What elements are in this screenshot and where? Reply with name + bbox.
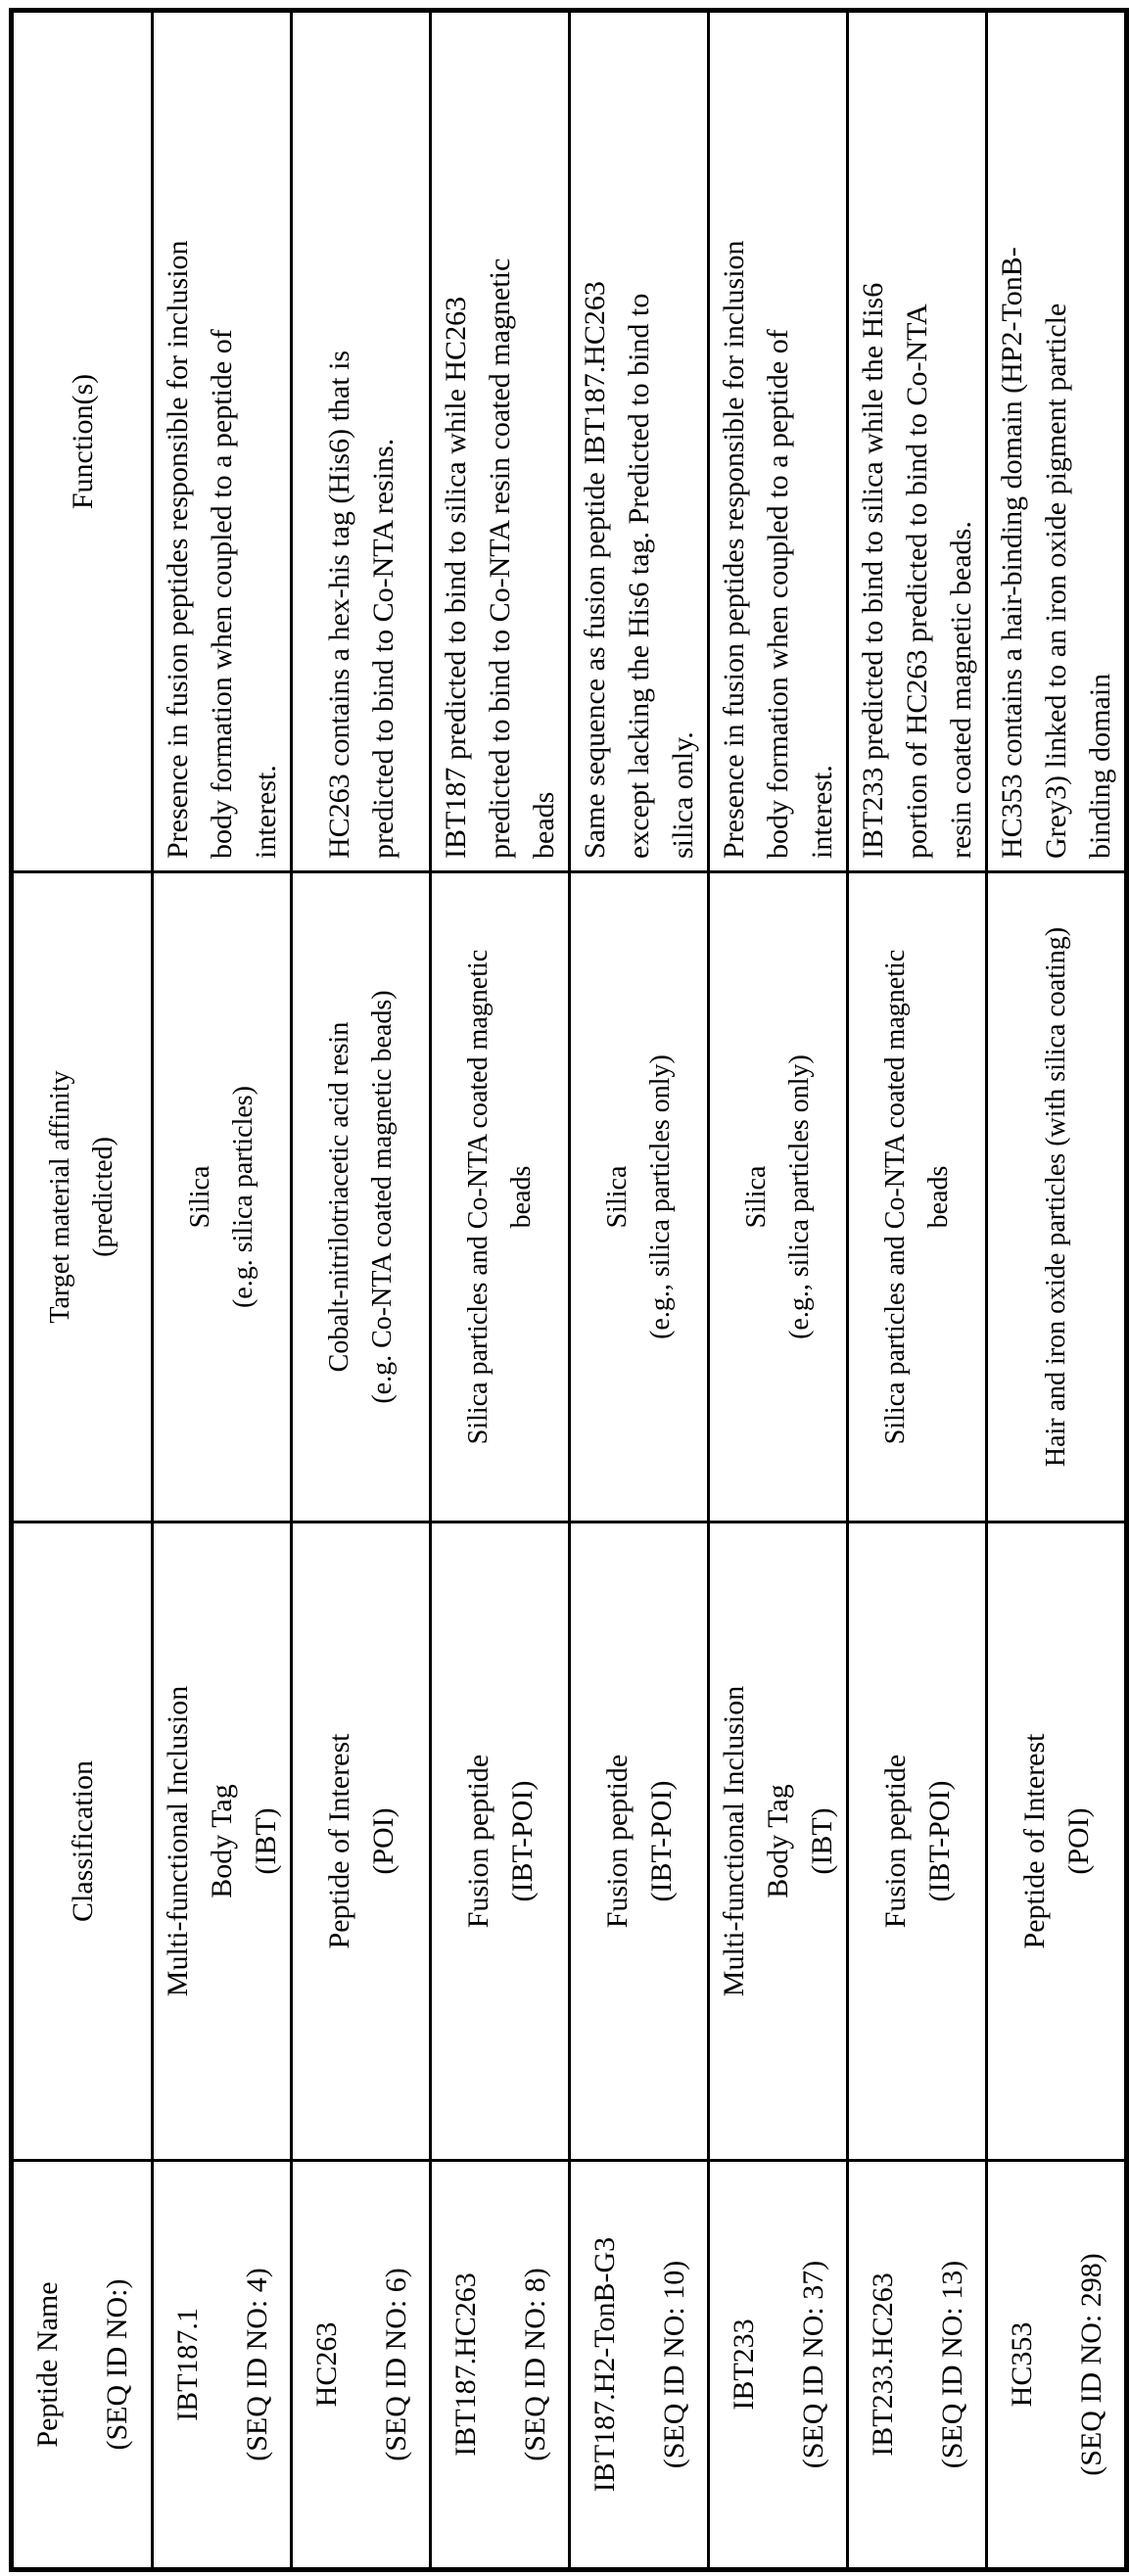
peptide-seq-id: (SEQ ID NO: 298) [1074, 2253, 1107, 2476]
table-row-hc263 [292, 11, 431, 2570]
peptide-name: IBT187.1 [170, 2308, 204, 2421]
cell-name [570, 2161, 709, 2570]
peptide-name: HC353 [1005, 2321, 1038, 2408]
cell-classification: Fusion peptide (IBT-POI) [848, 1522, 987, 2161]
table-row-ibt187-1 [153, 11, 292, 2570]
peptide-seq-id: (SEQ ID NO: 13) [935, 2260, 968, 2469]
peptide-name: IBT233 [727, 2318, 760, 2411]
cell-target-affinity: Silica (e.g. silica particles) [153, 872, 292, 1522]
peptide-name-stack [722, 2162, 835, 2567]
peptide-name-stack [861, 2162, 974, 2567]
cell-classification: Peptide of Interest (POI) [987, 1522, 1127, 2161]
peptide-seq-id: (SEQ ID NO: 8) [518, 2268, 551, 2461]
peptide-name-stack [583, 2162, 696, 2567]
header-target-affinity: Target material affinity (predicted) [12, 872, 153, 1522]
cell-name [848, 2161, 987, 2570]
cell-name [709, 2161, 848, 2570]
cell-function: Presence in fusion peptides responsible for inclusion body formation when coupled to a peptide of interest. [153, 11, 292, 872]
peptide-name-stack [165, 2162, 279, 2567]
table-row-ibt233-hc263 [848, 11, 987, 2570]
cell-function: Same sequence as fusion peptide IBT187.HC263 except lacking the His6 tag. Predicted to bind to silica only. [570, 11, 709, 872]
cell-target-affinity: Silica (e.g., silica particles only) [570, 872, 709, 1522]
header-peptide-name [12, 2161, 153, 2570]
header-peptide-name-label: Peptide Name [31, 2281, 64, 2448]
peptide-seq-id: (SEQ ID NO: 6) [379, 2268, 412, 2461]
cell-function: HC263 contains a hex-his tag (His6) that is predicted to bind to Co-NTA resins. [292, 11, 431, 872]
peptide-name-stack [444, 2162, 557, 2567]
table-row-ibt187-hc263 [431, 11, 570, 2570]
table-row-ibt187-h2-tonb-g3 [570, 11, 709, 2570]
peptide-name: IBT187.H2-TonB-G3 [588, 2236, 621, 2493]
peptide-table [9, 8, 1129, 2572]
peptide-name: IBT233.HC263 [866, 2272, 899, 2457]
peptide-seq-id: (SEQ ID NO: 10) [657, 2260, 690, 2469]
cell-name [431, 2161, 570, 2570]
header-peptide-name-stack [25, 2162, 139, 2567]
table-row-ibt233 [709, 11, 848, 2570]
peptide-seq-id: (SEQ ID NO: 37) [796, 2260, 829, 2469]
cell-target-affinity: Silica particles and Co-NTA coated magnetic beads [848, 872, 987, 1522]
cell-name [153, 2161, 292, 2570]
cell-function: HC353 contains a hair-binding domain (HP2-TonB- Grey3) linked to an iron oxide pigment particle binding domain [987, 11, 1127, 872]
cell-classification: Fusion peptide (IBT-POI) [431, 1522, 570, 2161]
cell-name [292, 2161, 431, 2570]
cell-name [987, 2161, 1127, 2570]
header-row [12, 11, 153, 2570]
peptide-name-stack [1000, 2162, 1113, 2567]
cell-classification: Multi-functional Inclusion Body Tag (IBT) [709, 1522, 848, 2161]
cell-target-affinity: Cobalt-nitrilotriacetic acid resin (e.g. Co-NTA coated magnetic beads) [292, 872, 431, 1522]
peptide-name: HC263 [309, 2321, 343, 2408]
cell-target-affinity: Silica particles and Co-NTA coated magnetic beads [431, 872, 570, 1522]
header-classification: Classification [12, 1522, 153, 2161]
cell-target-affinity: Silica (e.g., silica particles only) [709, 872, 848, 1522]
header-peptide-seq-label: (SEQ ID NO:) [101, 2278, 133, 2451]
cell-function: IBT233 predicted to bind to silica while the His6 portion of HC263 predicted to bind to Co-NTA resin coated magnetic beads. [848, 11, 987, 872]
peptide-name: IBT187.HC263 [448, 2272, 482, 2457]
table-row-hc353 [987, 11, 1127, 2570]
cell-function: IBT187 predicted to bind to silica while HC263 predicted to bind to Co-NTA resin coated magnetic beads [431, 11, 570, 872]
cell-classification: Peptide of Interest (POI) [292, 1522, 431, 2161]
header-function: Function(s) [12, 11, 153, 872]
cell-classification: Multi-functional Inclusion Body Tag (IBT) [153, 1522, 292, 2161]
cell-classification: Fusion peptide (IBT-POI) [570, 1522, 709, 2161]
cell-target-affinity: Hair and iron oxide particles (with silica coating) [987, 872, 1127, 1522]
peptide-name-stack [305, 2162, 418, 2567]
peptide-seq-id: (SEQ ID NO: 4) [240, 2268, 273, 2461]
cell-function: Presence in fusion peptides responsible for inclusion body formation when coupled to a peptide of interest. [709, 11, 848, 872]
